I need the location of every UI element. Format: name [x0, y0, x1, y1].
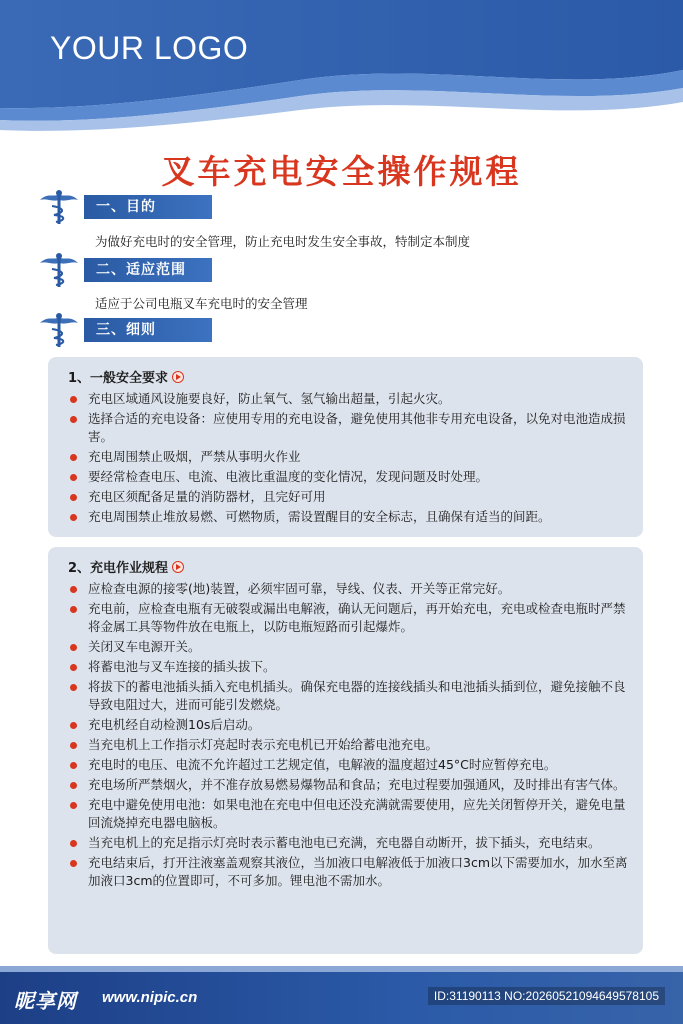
list-item	[68, 580, 629, 598]
panel-title-text: 2、充电作业规程	[68, 561, 169, 576]
bullet-dot-icon	[70, 514, 77, 521]
section-heading-purpose	[38, 190, 212, 224]
bullet-dot-icon	[70, 416, 77, 423]
list-item	[68, 834, 629, 852]
section-tab-label: 一、目的	[84, 195, 212, 219]
logo-text: YOUR LOGO	[50, 30, 249, 66]
bullet-dot-icon	[70, 802, 77, 809]
panel-title-text: 1、一般安全要求	[68, 371, 169, 386]
bullet-dot-icon	[70, 782, 77, 789]
list-item	[68, 736, 629, 754]
list-item	[68, 600, 629, 636]
list-item	[68, 756, 629, 774]
list-item-text: 充电前，应检查电瓶有无破裂或漏出电解液，确认无问题后，再开始充电，充电或检查电瓶时严禁将金属工具等物件放在电瓶上，以防电瓶短路而引起爆炸。	[88, 601, 626, 634]
list-item-text: 充电周围禁止吸烟，严禁从事明火作业	[88, 449, 301, 464]
section-body-text: 为做好充电时的安全管理，防止充电时发生安全事故，特制定本制度	[95, 234, 471, 249]
list-item-text: 当充电机上的充足指示灯亮时表示蓄电池电已充满，充电器自动断开，拔下插头，充电结束。	[88, 835, 601, 850]
list-item	[68, 716, 629, 734]
list-item	[68, 390, 629, 408]
arrow-right-icon	[172, 371, 184, 383]
page-title: 叉车充电安全操作规程	[161, 152, 522, 191]
section-heading-details	[38, 313, 212, 347]
section-body-text: 适应于公司电瓶叉车充电时的安全管理	[95, 296, 308, 311]
list-item-text: 选择合适的充电设备：应使用专用的充电设备，避免使用其他非专用充电设备，以免对电池造成损害。	[88, 411, 626, 444]
header-wave-graphic	[0, 0, 683, 150]
bullet-dot-icon	[70, 474, 77, 481]
caduceus-icon	[38, 311, 80, 349]
arrow-right-icon	[172, 561, 184, 573]
list-item-text: 充电场所严禁烟火，并不准存放易燃易爆物品和食品；充电过程要加强通风，及时排出有害气体。	[88, 777, 626, 792]
list-item-text: 充电中避免使用电池：如果电池在充电中但电还没充满就需要使用，应先关闭暂停开关，避免电量回流烧掉充电器电脑板。	[88, 797, 626, 830]
list-item-text: 充电区域通风设施要良好，防止氧气、氢气输出超量，引起火灾。	[88, 391, 451, 406]
list-item	[68, 508, 629, 526]
watermark-id: ID:31190113 NO:20260521094649578105	[428, 987, 665, 1005]
list-item-text: 充电时的电压、电流不允许超过工艺规定值，电解液的温度超过45°C时应暂停充电。	[88, 757, 557, 772]
bullet-dot-icon	[70, 860, 77, 867]
bullet-dot-icon	[70, 742, 77, 749]
list-item	[68, 854, 629, 890]
list-item-text: 关闭叉车电源开关。	[88, 639, 201, 654]
charging-procedure-panel	[48, 547, 643, 954]
watermark-url: www.nipic.cn	[102, 989, 198, 1006]
bullet-dot-icon	[70, 722, 77, 729]
section-tab-label: 三、细则	[84, 318, 212, 342]
caduceus-icon	[38, 188, 80, 226]
list-item	[68, 448, 629, 466]
list-item	[68, 776, 629, 794]
list-item	[68, 468, 629, 486]
header-banner	[0, 0, 683, 150]
list-item-text: 要经常检查电压、电流、电液比重温度的变化情况，发现问题及时处理。	[88, 469, 489, 484]
general-safety-panel	[48, 357, 643, 537]
bullet-dot-icon	[70, 762, 77, 769]
panel-title	[68, 367, 629, 386]
list-item	[68, 658, 629, 676]
list-item	[68, 796, 629, 832]
list-item-text: 充电周围禁止堆放易燃、可燃物质，需设置醒目的安全标志，且确保有适当的间距。	[88, 509, 551, 524]
bullet-dot-icon	[70, 644, 77, 651]
caduceus-icon	[38, 251, 80, 289]
watermark-site-logo: 昵享网	[14, 989, 77, 1013]
bullet-dot-icon	[70, 454, 77, 461]
panel-title	[68, 557, 629, 576]
bullet-dot-icon	[70, 396, 77, 403]
list-item-text: 充电机经自动检测10s后启动。	[88, 717, 261, 732]
bullet-dot-icon	[70, 664, 77, 671]
bullet-dot-icon	[70, 586, 77, 593]
list-item-text: 将蓄电池与叉车连接的插头拔下。	[88, 659, 276, 674]
bullet-dot-icon	[70, 684, 77, 691]
list-item	[68, 678, 629, 714]
section-tab-label: 二、适应范围	[84, 258, 212, 282]
section-heading-scope	[38, 253, 212, 287]
list-item-text: 当充电机上工作指示灯亮起时表示充电机已开始给蓄电池充电。	[88, 737, 439, 752]
list-item	[68, 638, 629, 656]
list-item-text: 将拔下的蓄电池插头插入充电机插头。确保充电器的连接线插头和电池插头插到位，避免接触不良导致电阻过大，进而可能引发燃烧。	[88, 679, 626, 712]
list-item-text: 应检查电源的接零(地)装置，必须牢固可靠，导线、仪表、开关等正常完好。	[88, 581, 511, 596]
list-item	[68, 488, 629, 506]
list-item-text: 充电区须配备足量的消防器材，且完好可用	[88, 489, 326, 504]
list-item	[68, 410, 629, 446]
bullet-dot-icon	[70, 494, 77, 501]
list-item-text: 充电结束后，打开注液塞盖观察其液位，当加液口电解液低于加液口3cm以下需要加水，加水至离加液口3cm的位置即可，不可多加。锂电池不需加水。	[88, 855, 628, 888]
bullet-dot-icon	[70, 840, 77, 847]
bullet-dot-icon	[70, 606, 77, 613]
